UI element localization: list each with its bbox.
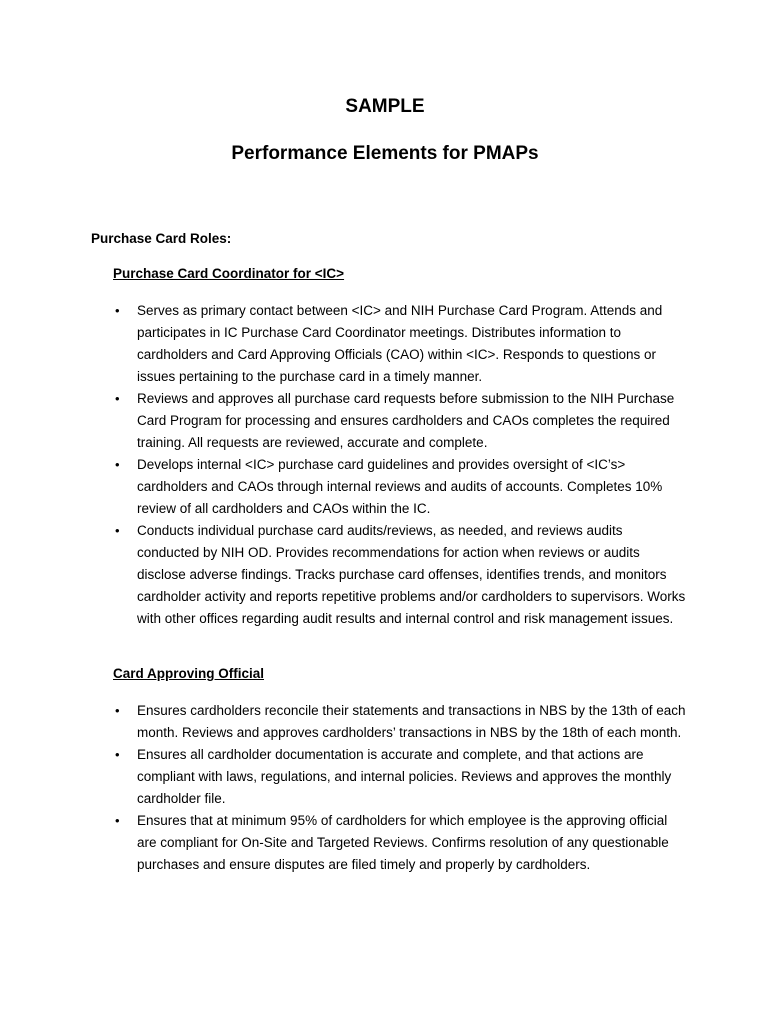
bullet-text: Reviews and approves all purchase card requests before submission to the NIH Purchase Card Program for processing and ensures cardholders and CAOs completes the required training. All requests are reviewed, accurate and complete.	[137, 391, 675, 450]
bullet-item	[113, 300, 688, 388]
approving-official-bullet-list	[113, 700, 688, 876]
bullet-text: Ensures all cardholder documentation is accurate and complete, and that actions are compliant with laws, regulations, and internal policies. Reviews and approves the monthly cardholder file.	[137, 747, 672, 806]
section-heading-approving-official: Card Approving Official	[113, 666, 265, 681]
bullet-item	[113, 810, 688, 876]
roles-heading: Purchase Card Roles:	[91, 231, 232, 246]
document-title: SAMPLE	[345, 96, 425, 117]
bullet-icon: •	[115, 523, 120, 538]
bullet-icon: •	[115, 747, 120, 762]
bullet-icon: •	[115, 813, 120, 828]
bullet-item	[113, 388, 688, 454]
document-subtitle: Performance Elements for PMAPs	[231, 143, 539, 164]
bullet-text: Serves as primary contact between <IC> and NIH Purchase Card Program. Attends and participates in IC Purchase Card Coordinator meetings. Distributes information to cardholders and Card Approving Officials (CAO) within <IC>. Responds to questions or issues pertaining to the purchase card in a timely manner.	[137, 303, 663, 384]
bullet-item	[113, 454, 688, 520]
bullet-text: Ensures cardholders reconcile their statements and transactions in NBS by the 13th of each month. Reviews and approves cardholders’ transactions in NBS by the 18th of each month.	[137, 703, 686, 740]
bullet-item	[113, 700, 688, 744]
bullet-item	[113, 520, 688, 630]
coordinator-bullet-list	[113, 300, 688, 630]
bullet-icon: •	[115, 703, 120, 718]
section-heading-coordinator: Purchase Card Coordinator for <IC>	[113, 266, 345, 281]
bullet-item	[113, 744, 688, 810]
bullet-text: Ensures that at minimum 95% of cardholders for which employee is the approving official are compliant for On-Site and Targeted Reviews. Confirms resolution of any questionable purchases and ensure disputes are filed timely and properly by cardholders.	[137, 813, 669, 872]
bullet-text: Conducts individual purchase card audits/reviews, as needed, and reviews audits conducted by NIH OD. Provides recommendations for action when reviews or audits disclose adverse findings. Tracks purchase card offenses, identifies trends, and monitors cardholder activity and reports repetitive problems and/or cardholders to supervisors. Works with other offices regarding audit results and internal control and risk management issues.	[137, 523, 686, 626]
bullet-icon: •	[115, 391, 120, 406]
bullet-icon: •	[115, 457, 120, 472]
bullet-icon: •	[115, 303, 120, 318]
bullet-text: Develops internal <IC> purchase card guidelines and provides oversight of <IC’s> cardholders and CAOs through internal reviews and audits of accounts. Completes 10% review of all cardholders and CAOs within the IC.	[137, 457, 663, 516]
